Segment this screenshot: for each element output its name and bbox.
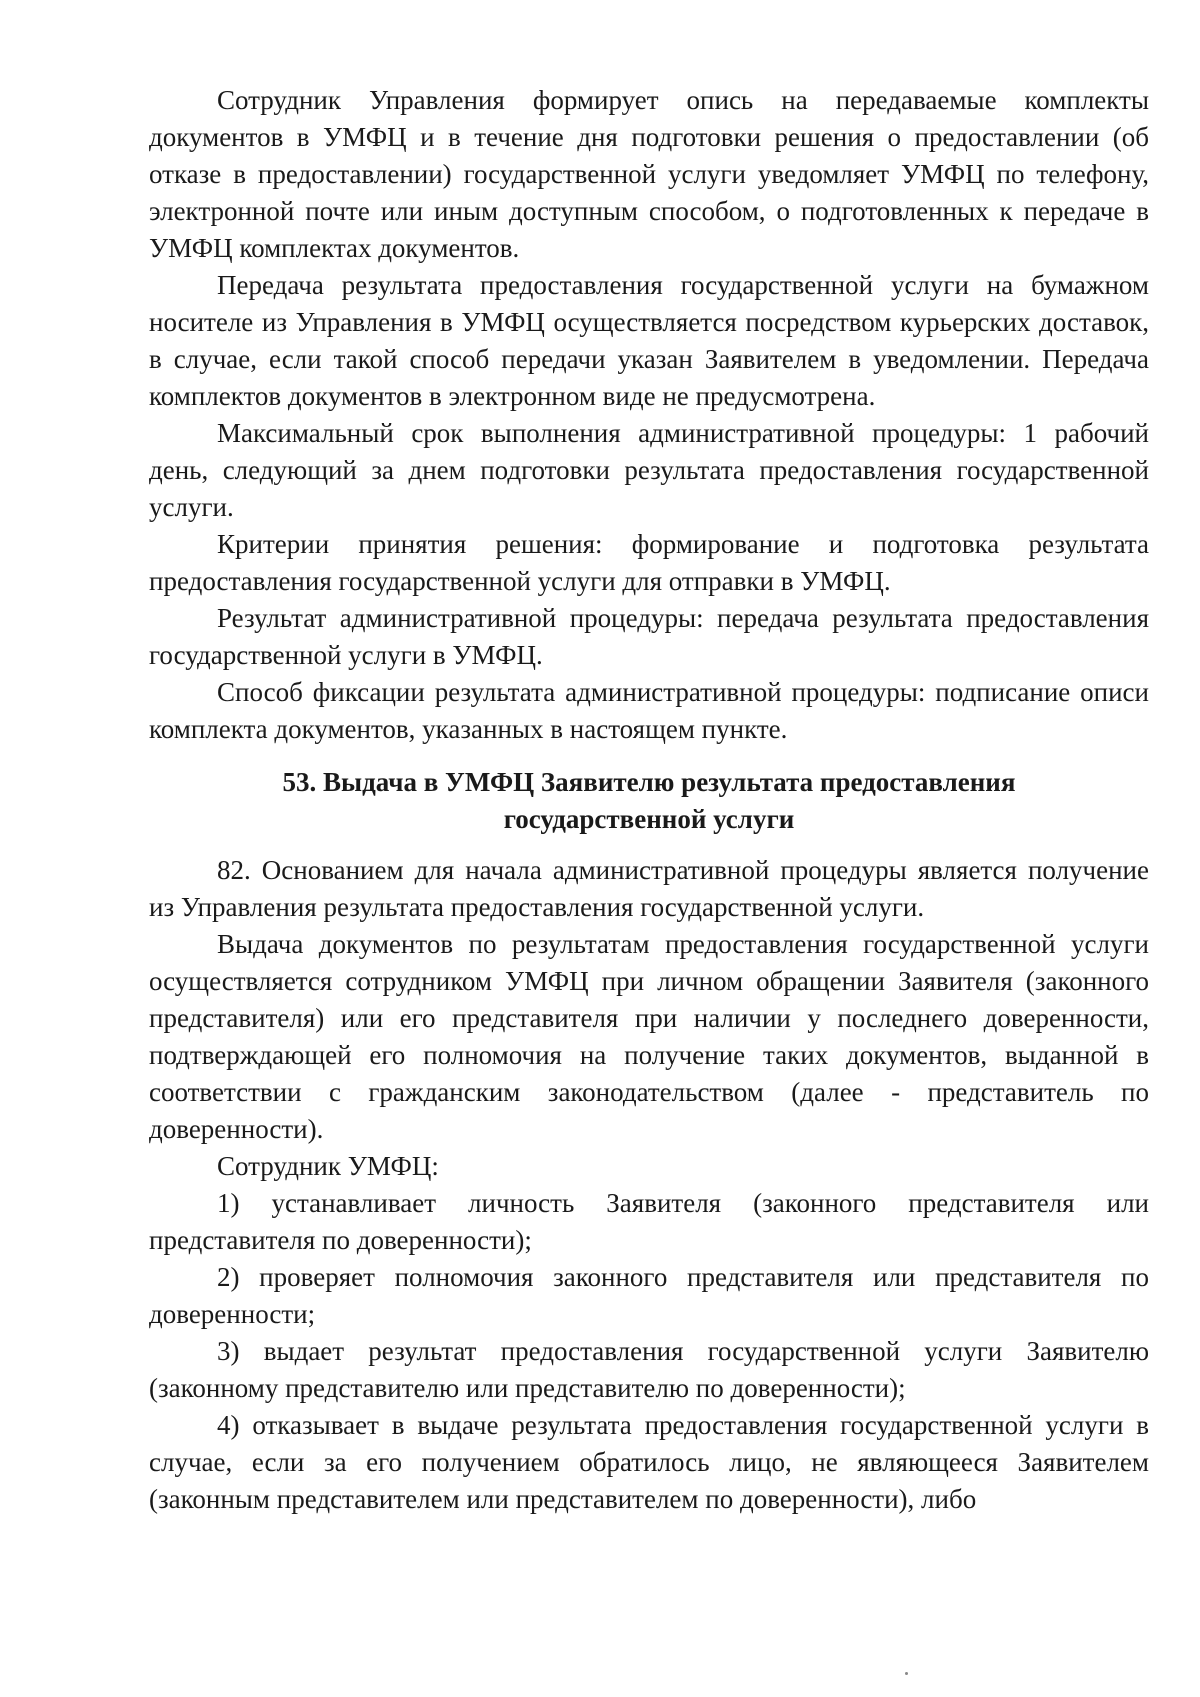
paragraph-basis: 82. Основанием для начала административной процедуры является получение из Управления результата предоставления государственной услуги.: [149, 855, 1149, 922]
list-item-2: 2) проверяет полномочия законного представителя или представителя по доверенности;: [149, 1262, 1149, 1329]
section-heading-line-2: государственной услуги: [503, 804, 795, 834]
section-heading: [149, 764, 1149, 838]
list-item-3: 3) выдает результат предоставления государственной услуги Заявителю (законному представителю или представителю по доверенности);: [149, 1336, 1149, 1403]
list-item-1: 1) устанавливает личность Заявителя (законного представителя или представителя по доверенности);: [149, 1188, 1149, 1255]
paragraph-result: Результат административной процедуры: передача результата предоставления государственной услуги в УМФЦ.: [149, 603, 1149, 670]
paragraph-max-term: Максимальный срок выполнения административной процедуры: 1 рабочий день, следующий за днем подготовки результата предоставления государственной услуги.: [149, 418, 1149, 522]
paragraph-employee: Сотрудник УМФЦ:: [217, 1151, 439, 1181]
section-heading-line-1: 53. Выдача в УМФЦ Заявителю результата предоставления: [282, 767, 1016, 797]
scan-speck: [905, 1672, 908, 1675]
paragraph-inventory: Сотрудник Управления формирует опись на передаваемые комплекты документов в УМФЦ и в течение дня подготовки решения о предоставлении (об отказе в предоставлении) государственной услуги уведомляет УМФЦ по телефону, электронной почте или иным доступным способом, о подготовленных к передаче в УМФЦ комплектах документов.: [149, 85, 1149, 263]
paragraph-issuance: Выдача документов по результатам предоставления государственной услуги осуществляется сотрудником УМФЦ при личном обращении Заявителя (законного представителя) или его представителя при наличии у последнего доверенности, подтверждающей его полномочия на получение таких документов, выданной в соответствии с гражданским законодательством (далее - представитель по доверенности).: [149, 929, 1149, 1144]
paragraph-criteria: Критерии принятия решения: формирование и подготовка результата предоставления государственной услуги для отправки в УМФЦ.: [149, 529, 1149, 596]
document-body: [149, 82, 1149, 1518]
paragraph-transfer: Передача результата предоставления государственной услуги на бумажном носителе из Управления в УМФЦ осуществляется посредством курьерских доставок, в случае, если такой способ передачи указан Заявителем в уведомлении. Передача комплектов документов в электронном виде не предусмотрена.: [149, 270, 1149, 411]
list-item-4: 4) отказывает в выдаче результата предоставления государственной услуги в случае, если за его получением обратилось лицо, не являющееся Заявителем (законным представителем или представителем по доверенности), либо: [149, 1410, 1149, 1514]
paragraph-fixation: Способ фиксации результата административной процедуры: подписание описи комплекта документов, указанных в настоящем пункте.: [149, 677, 1149, 744]
